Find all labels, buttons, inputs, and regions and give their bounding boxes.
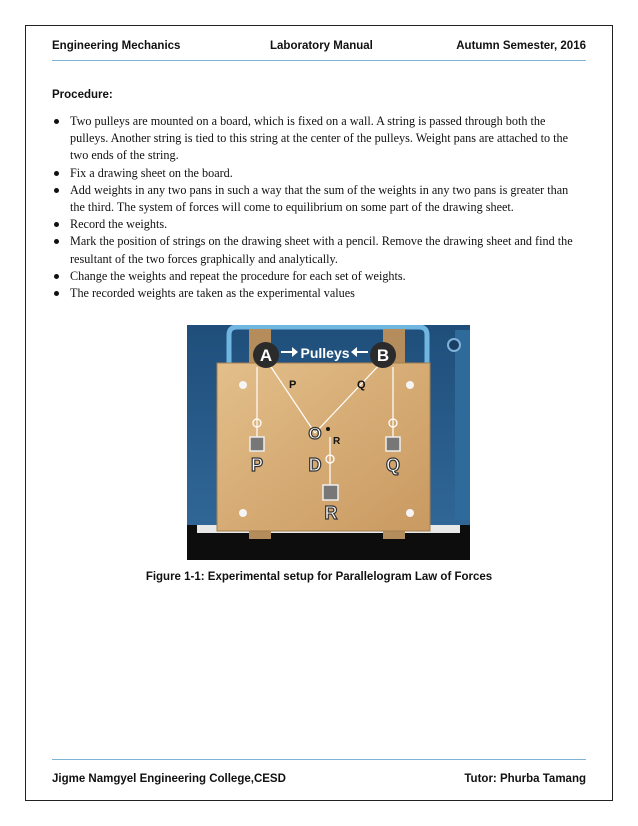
procedure-step: Fix a drawing sheet on the board. bbox=[52, 165, 586, 182]
string-p-label: P bbox=[289, 379, 297, 391]
weight-pan-p bbox=[250, 437, 264, 451]
weight-p-label: P bbox=[250, 455, 264, 475]
header-manual: Laboratory Manual bbox=[270, 40, 373, 52]
procedure-step: Mark the position of strings on the drawing sheet with a pencil. Remove the drawing sheet and find the resultant of the two forces graphically and analytically. bbox=[52, 233, 586, 267]
figure-caption: Figure 1-1: Experimental setup for Parallelogram Law of Forces bbox=[145, 571, 493, 583]
string-q-label: Q bbox=[357, 379, 366, 391]
board-screw bbox=[239, 509, 247, 517]
pulleys-label: Pulleys bbox=[300, 345, 350, 361]
board-screw bbox=[406, 509, 414, 517]
header-divider bbox=[52, 60, 586, 61]
section-title: Procedure: bbox=[52, 89, 113, 101]
board-screw bbox=[406, 381, 414, 389]
point-o-label: O bbox=[308, 424, 322, 443]
procedure-step: The recorded weights are taken as the experimental values bbox=[52, 285, 586, 302]
point-r-label: R bbox=[333, 436, 341, 447]
page-header bbox=[52, 40, 586, 58]
header-semester: Autumn Semester, 2016 bbox=[456, 40, 586, 52]
experiment-figure bbox=[187, 325, 470, 560]
page-footer bbox=[52, 773, 586, 789]
weight-d-label: D bbox=[308, 455, 322, 475]
pulley-a-label: A bbox=[259, 346, 273, 365]
procedure-list bbox=[52, 113, 586, 302]
weight-r-label: R bbox=[324, 503, 338, 523]
footer-divider bbox=[52, 759, 586, 760]
weight-q-label: Q bbox=[385, 455, 401, 475]
wall-fixture-icon bbox=[448, 339, 460, 351]
header-course: Engineering Mechanics bbox=[52, 40, 181, 52]
procedure-step: Add weights in any two pans in such a way that the sum of the weights in any two pans is greater than the third. The system of forces will come to equilibrium on some part of the drawing sheet. bbox=[52, 182, 586, 216]
weight-pan-q bbox=[386, 437, 400, 451]
procedure-step: Two pulleys are mounted on a board, which is fixed on a wall. A string is passed through both the pulleys. Another string is tied to this string at the center of the pulleys. Weight pans are attached to the two ends of the string. bbox=[52, 113, 586, 165]
procedure-step: Record the weights. bbox=[52, 216, 586, 233]
board-screw bbox=[239, 381, 247, 389]
knot-point bbox=[326, 427, 330, 431]
footer-tutor: Tutor: Phurba Tamang bbox=[464, 773, 586, 785]
procedure-step: Change the weights and repeat the procedure for each set of weights. bbox=[52, 268, 586, 285]
side-panel bbox=[455, 330, 470, 520]
pulley-b-label: B bbox=[376, 346, 390, 365]
footer-college: Jigme Namgyel Engineering College,CESD bbox=[52, 773, 286, 785]
document-page bbox=[25, 25, 613, 801]
weight-pan-r bbox=[323, 485, 338, 500]
